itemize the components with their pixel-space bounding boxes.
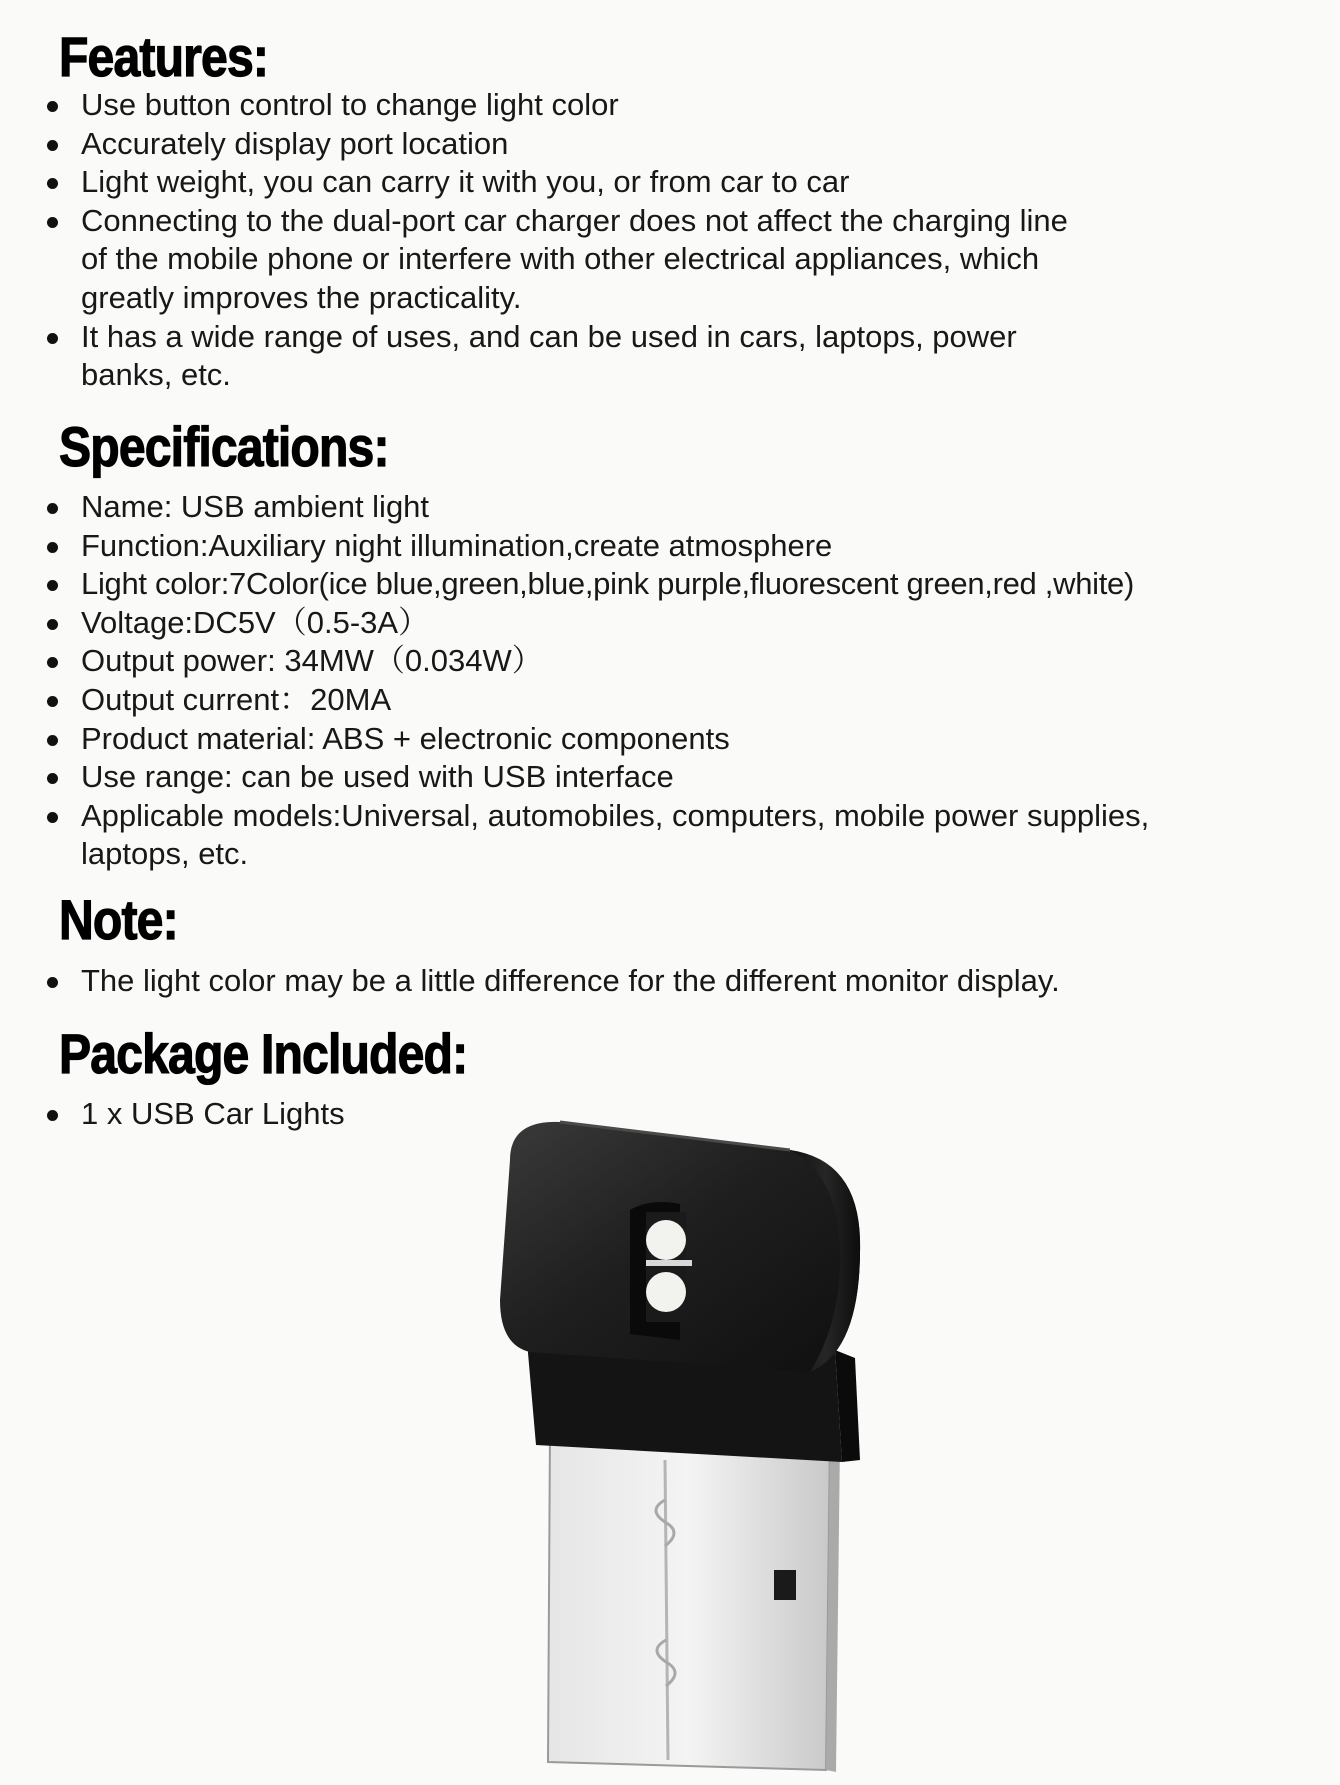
list-item: 1 x USB Car Lights: [44, 1095, 1304, 1134]
list-item: It has a wide range of uses, and can be used in cars, laptops, power banks, etc.: [44, 318, 1096, 395]
note-list: [44, 962, 1304, 1001]
bullet-icon: [47, 217, 58, 228]
usb-plug: [548, 1430, 840, 1772]
features-heading: Features:: [59, 25, 269, 88]
list-item: Accurately display port location: [44, 125, 981, 164]
bullet-icon: [47, 178, 58, 189]
list-item: Applicable models:Universal, automobiles, computers, mobile power supplies, laptops, etc.: [44, 797, 1241, 874]
list-item: Product material: ABS + electronic components: [44, 720, 1304, 759]
package-heading: Package Included:: [59, 1022, 468, 1085]
usb-ambient-light-image: [470, 1120, 930, 1785]
specifications-heading: Specifications:: [59, 415, 389, 478]
specifications-list: [44, 488, 1304, 874]
bullet-icon: [47, 977, 58, 988]
list-item: Output current：20MA: [44, 681, 1304, 720]
bullet-icon: [47, 140, 58, 151]
bullet-icon: [47, 812, 58, 823]
list-item: Connecting to the dual-port car charger does not affect the charging line of the mobile phone or interfere with other electrical appliances, which greatly improves the practicality.: [44, 202, 1096, 318]
bullet-icon: [47, 735, 58, 746]
list-item: Output power: 34MW（0.034W）: [44, 642, 1304, 681]
bullet-icon: [47, 696, 58, 707]
bullet-icon: [47, 542, 58, 553]
led-window: [630, 1202, 692, 1340]
led-top-icon: [646, 1220, 686, 1260]
bullet-icon: [47, 101, 58, 112]
list-item: Use range: can be used with USB interface: [44, 758, 1304, 797]
features-list: [44, 86, 1304, 395]
bullet-icon: [47, 657, 58, 668]
list-item: Name: USB ambient light: [44, 488, 1304, 527]
led-bottom-icon: [646, 1272, 686, 1312]
list-item: Function:Auxiliary night illumination,create atmosphere: [44, 527, 1304, 566]
list-item: Voltage:DC5V（0.5-3A）: [44, 604, 1304, 643]
bullet-icon: [47, 580, 58, 591]
list-item: Light color:7Color(ice blue,green,blue,pink purple,fluorescent green,red ,white): [44, 565, 1304, 604]
list-item: Light weight, you can carry it with you, or from car to car: [44, 163, 981, 202]
list-item: The light color may be a little difference for the different monitor display.: [44, 962, 1304, 1001]
bullet-icon: [47, 1110, 58, 1121]
bullet-icon: [47, 333, 58, 344]
bullet-icon: [47, 503, 58, 514]
list-item: Use button control to change light color: [44, 86, 981, 125]
bullet-icon: [47, 773, 58, 784]
bullet-icon: [47, 619, 58, 630]
note-heading: Note:: [59, 888, 178, 951]
